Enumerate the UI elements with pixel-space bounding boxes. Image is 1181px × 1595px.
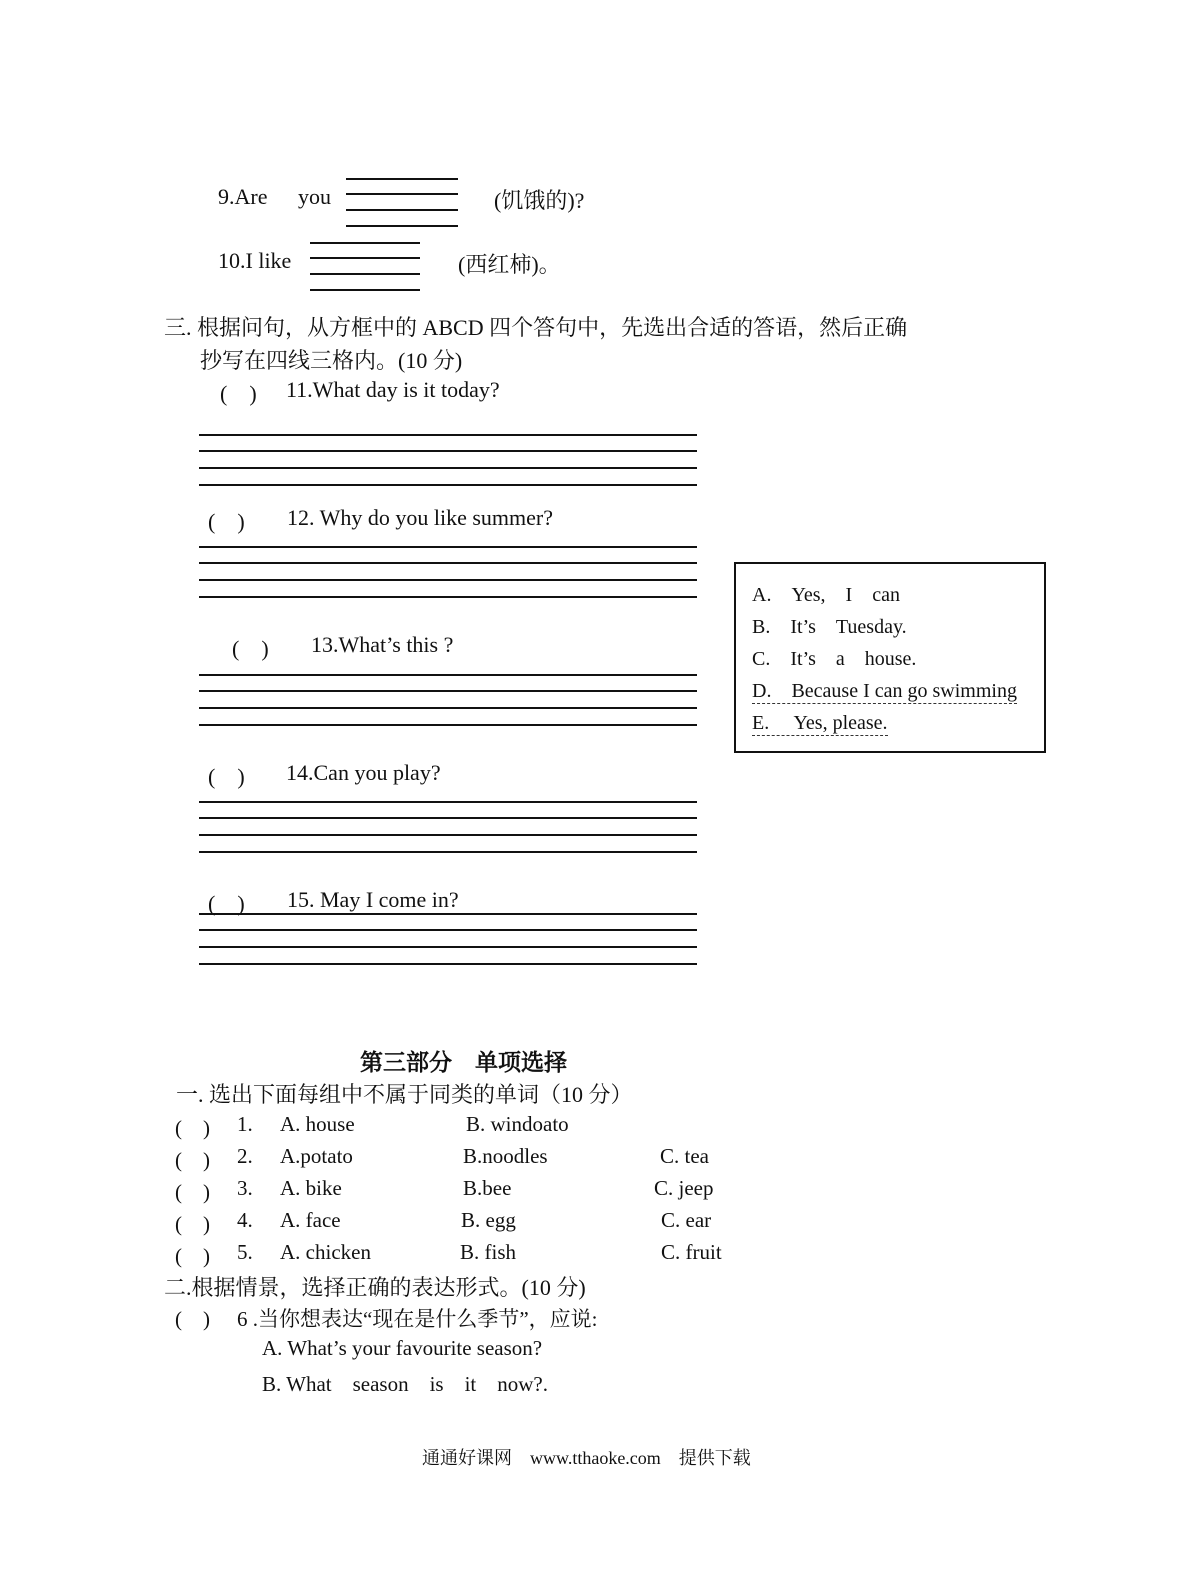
- option-d: D. Because I can go swimming: [752, 674, 1017, 704]
- q10-hint: (西红柿)。: [458, 252, 561, 277]
- q15-paren[interactable]: ( ): [208, 891, 245, 916]
- q12-text: 12. Why do you like summer?: [287, 505, 553, 530]
- row5-c: C. fruit: [661, 1240, 722, 1264]
- q14-paren[interactable]: ( ): [208, 764, 245, 789]
- row3-paren[interactable]: ( ): [175, 1180, 210, 1204]
- q6-paren[interactable]: ( ): [175, 1307, 210, 1331]
- row1-b: B. windoato: [466, 1112, 569, 1136]
- q15-text: 15. May I come in?: [287, 887, 459, 912]
- option-b: B. It’s Tuesday.: [752, 616, 907, 638]
- row5-num: 5.: [237, 1240, 253, 1264]
- row3-c: C. jeep: [654, 1176, 714, 1200]
- part3-title: 第三部分 单项选择: [360, 1050, 567, 1075]
- row2-num: 2.: [237, 1144, 253, 1168]
- option-e: E. Yes, please.: [752, 706, 888, 736]
- q14-writing-lines[interactable]: [199, 801, 697, 853]
- option-c: C. It’s a house.: [752, 648, 917, 670]
- section3-heading: 三. 根据问句，从方框中的 ABCD 四个答句中，先选出合适的答语，然后正确: [164, 315, 908, 340]
- q6-option-a: A. What’s your favourite season?: [262, 1336, 543, 1360]
- q14-text: 14.Can you play?: [286, 760, 441, 785]
- q9-writing-lines[interactable]: [346, 178, 458, 228]
- row1-paren[interactable]: ( ): [175, 1116, 210, 1140]
- q6-option-b: B. What season is it now?.: [262, 1372, 549, 1396]
- row2-c: C. tea: [660, 1144, 709, 1168]
- q10-writing-lines[interactable]: [310, 242, 420, 292]
- row4-b: B. egg: [461, 1208, 516, 1232]
- q13-writing-lines[interactable]: [199, 674, 697, 726]
- row5-b: B. fish: [460, 1240, 517, 1264]
- row1-num: 1.: [237, 1112, 253, 1136]
- part3-sub2: 二.根据情景，选择正确的表达形式。(10 分): [164, 1275, 586, 1300]
- row5-paren[interactable]: ( ): [175, 1244, 210, 1268]
- row4-paren[interactable]: ( ): [175, 1212, 210, 1236]
- footer-text: 通通好课网 www.tthaoke.com 提供下载: [422, 1448, 751, 1468]
- answer-options-box: [734, 562, 1046, 753]
- q12-paren[interactable]: ( ): [208, 509, 245, 534]
- row5-a: A. chicken: [280, 1240, 371, 1264]
- q13-text: 13.What’s this ?: [311, 632, 454, 657]
- row3-num: 3.: [237, 1176, 253, 1200]
- row2-paren[interactable]: ( ): [175, 1148, 210, 1172]
- row2-b: B.noodles: [463, 1144, 548, 1168]
- q11-writing-lines[interactable]: [199, 434, 697, 486]
- q12-writing-lines[interactable]: [199, 546, 697, 598]
- q9-you: you: [298, 184, 331, 209]
- q9-label: 9.Are: [218, 184, 268, 209]
- row1-a: A. house: [280, 1112, 355, 1136]
- q11-paren[interactable]: ( ): [220, 381, 257, 406]
- q6-text: 6 .当你想表达“现在是什么季节”，应说:: [237, 1307, 598, 1331]
- row2-a: A.potato: [280, 1144, 353, 1168]
- q15-writing-lines[interactable]: [199, 913, 697, 965]
- part3-sub1: 一. 选出下面每组中不属于同类的单词（10 分）: [176, 1082, 633, 1107]
- row3-a: A. bike: [280, 1176, 342, 1200]
- section3-heading-cont: 抄写在四线三格内。(10 分): [200, 348, 463, 373]
- q13-paren[interactable]: ( ): [232, 636, 269, 661]
- row3-b: B.bee: [463, 1176, 512, 1200]
- q10-label: 10.I like: [218, 248, 292, 273]
- q11-text: 11.What day is it today?: [286, 377, 500, 402]
- q9-hint: (饥饿的)?: [494, 188, 585, 213]
- row4-num: 4.: [237, 1208, 253, 1232]
- row4-a: A. face: [280, 1208, 341, 1232]
- option-a: A. Yes, I can: [752, 584, 900, 606]
- row4-c: C. ear: [661, 1208, 712, 1232]
